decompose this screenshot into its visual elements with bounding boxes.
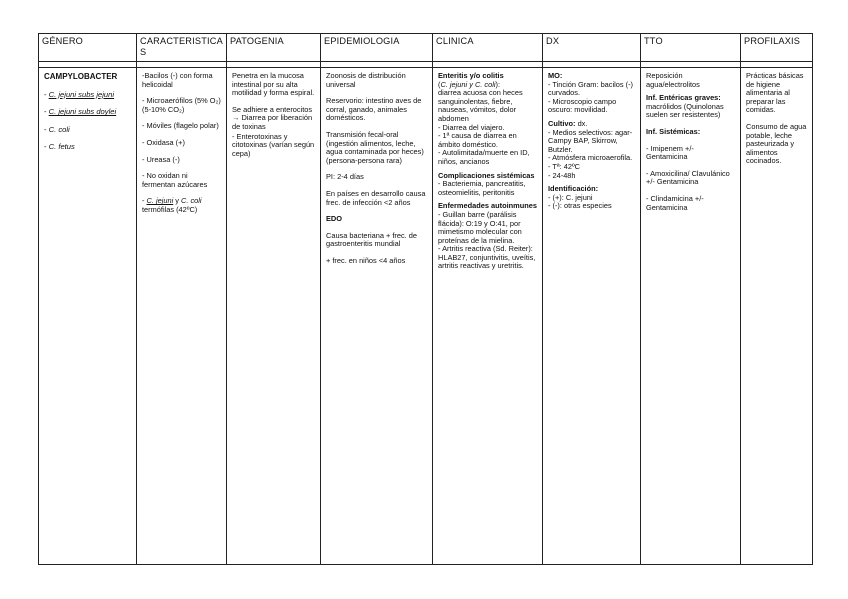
dx-cell — [543, 68, 641, 565]
edo-title: EDO — [326, 214, 343, 224]
species-item: - C. coli — [44, 124, 70, 134]
dx-item: - (+): C. jejuni — [548, 192, 593, 202]
clinica-item: - Autolimitada/muerte en ID, niños, ancianos — [438, 148, 530, 166]
clinical-summary-table — [38, 33, 813, 565]
patogenia-text: - Enterotoxinas y citotoxinas (varían según cepa) — [232, 131, 315, 158]
profilaxis-text: Consumo de agua potable, leche pasteurizada y alimentos cocinados. — [746, 121, 807, 166]
tto-section-title: Inf. Sistémicas: — [646, 126, 701, 136]
tto-text: - Clindamicina +/- Gentamicina — [646, 193, 704, 212]
dx-item: - Atmósfera microaerofila. — [548, 153, 633, 163]
header-tto: TTO — [641, 34, 741, 62]
profilaxis-cell — [741, 68, 813, 565]
profilaxis-text: Prácticas básicas de higiene alimentaria al preparar las comidas. — [746, 71, 804, 115]
header-epidemiologia: EPIDEMIOLOGIA — [321, 34, 433, 62]
dx-item: - Tª: 42ºC — [548, 161, 580, 171]
caracteristicas-cell — [137, 68, 227, 565]
patogenia-text: Penetra en la mucosa intestinal por su alta motilidad y forma espiral. — [232, 71, 315, 98]
tto-text: - Imipenem +/- Gentamicina — [646, 143, 694, 162]
caracteristica-item: - Oxidasa (+) — [142, 137, 185, 147]
epidemiologia-text: Zoonosis de distribución universal — [326, 71, 406, 89]
tto-text: Reposición agua/electrolitos — [646, 71, 700, 89]
dx-section-title: Cultivo: dx. — [548, 118, 588, 128]
dx-item: - Medios selectivos: agar-Campy BAP, Skirrow, Butzler. — [548, 127, 633, 154]
clinica-section-title: Enteritis y/o colitis — [438, 71, 504, 80]
header-profilaxis: PROFILAXIS — [741, 34, 813, 62]
clinica-section-title: Complicaciones sistémicas — [438, 170, 535, 180]
dx-section-title: MO: — [548, 71, 563, 80]
clinica-item: - Artritis reactiva (Sd. Reiter): HLAB27, conjuntivitis, uveítis, artritis reactivas y uretritis. — [438, 244, 536, 271]
tto-text: Inf. Entéricas graves: macrólidos (Quinolonas suelen ser resistentes) — [646, 93, 724, 120]
clinica-item: - Diarrea del viajero. — [438, 122, 505, 132]
patogenia-cell — [227, 68, 321, 565]
dx-item: - Tinción Gram: bacilos (-) curvados. — [548, 79, 634, 98]
tto-cell — [641, 68, 741, 565]
dx-item: - (-): otras especies — [548, 201, 612, 211]
clinica-section-title: Enfermedades autoinmunes — [438, 201, 537, 211]
epidemiologia-text: PI: 2-4 días — [326, 172, 364, 182]
epidemiologia-text: Causa bacteriana + frec. de gastroenteritis mundial — [326, 230, 418, 249]
dx-item: - 24-48h — [548, 170, 576, 180]
clinica-cell — [433, 68, 543, 565]
epidemiologia-text: + frec. en niños <4 años — [326, 255, 406, 265]
epidemiologia-text: En países en desarrollo causa frec. de infección <2 años — [326, 188, 426, 207]
tto-text: - Amoxicilina/ Clavulánico +/- Gentamicina — [646, 168, 730, 187]
clinica-item: - 1ª causa de diarrea en ámbito doméstico. — [438, 131, 517, 149]
header-patogenia: PATOGENIA — [227, 34, 321, 62]
header-row — [39, 34, 813, 62]
clinica-item: diarrea acuosa con heces sanguinolentas, fiebre, nauseas, vómitos, dolor abdomen — [438, 88, 523, 123]
clinica-item: - Guillan barre (parálisis flácida): O:19 y O:41, por mimetismo molecular con proteínas de la mielina. — [438, 209, 522, 245]
header-genero: GÉNERO — [39, 34, 137, 62]
species-item: - C. fetus — [44, 142, 75, 152]
epidemiologia-text: Reservorio: intestino aves de corral, ganado, animales domésticos. — [326, 96, 422, 123]
epidemiologia-text: Transmisión fecal-oral (ingestión alimentos, leche, agua contaminada por heces) (persona-persona rara) — [326, 129, 424, 165]
species-item: - C. jejuni subs doylei — [44, 107, 117, 117]
caracteristica-item: - Móviles (flagelo polar) — [142, 121, 219, 131]
patogenia-text: Se adhiere a enterocitos → Diarrea por liberación de toxinas — [232, 104, 313, 131]
caracteristica-item: - C. jejuni y C. coli termófilas (42ºC) — [142, 196, 202, 214]
genus-name: CAMPYLOBACTER — [44, 72, 118, 81]
caracteristica-item: - Microaerófilos (5% O₂) (5-10% CO₂) — [142, 96, 221, 114]
clinica-item: - Bacteriemia, pancreatitis, osteomielitis, peritonitis — [438, 179, 526, 197]
dx-section-title: Identificación: — [548, 184, 599, 194]
caracteristica-item: - No oxidan ni fermentan azúcares — [142, 171, 208, 189]
species-item: - C. jejuni subs jejuni — [44, 89, 115, 99]
header-clinica: CLINICA — [433, 34, 543, 62]
dx-item: - Microscopio campo oscuro: movilidad. — [548, 96, 617, 115]
genero-cell — [39, 68, 137, 565]
table-row — [39, 68, 813, 565]
caracteristica-item: - Ureasa (-) — [142, 154, 180, 164]
header-dx: DX — [543, 34, 641, 62]
caracteristica-item: -Bacilos (-) con forma helicoidal — [142, 71, 213, 89]
header-caracteristicas: CARACTERISTICAS — [137, 34, 227, 62]
clinica-subtitle: (C. jejuni y C. coli): — [438, 79, 501, 89]
epidemiologia-cell — [321, 68, 433, 565]
